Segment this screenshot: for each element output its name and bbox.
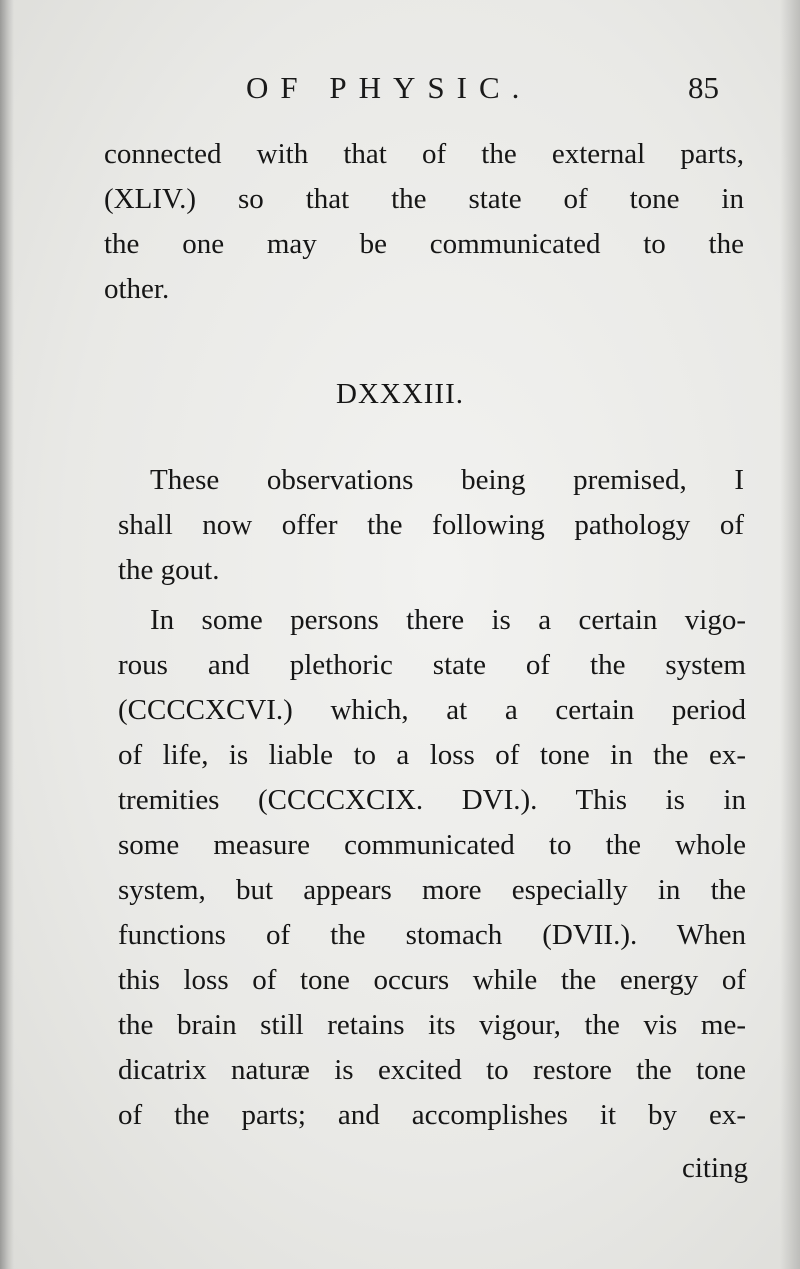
text-line: the one may be communicated to the [104, 228, 744, 260]
text-line: In some persons there is a certain vigo- [150, 604, 746, 636]
text-line: rous and plethoric state of the system [118, 649, 746, 681]
page-number: 85 [688, 70, 719, 105]
page-spine-shadow [0, 0, 14, 1269]
text-line: the brain still retains its vigour, the vis me- [118, 1009, 746, 1041]
text-line: connected with that of the external parts, [104, 138, 744, 170]
text-line: system, but appears more especially in the [118, 874, 746, 906]
paragraph-pathology [118, 598, 746, 1138]
page-header [0, 70, 800, 114]
text-line: (CCCCXCVI.) which, at a certain period [118, 694, 746, 726]
section-number: DXXXIII. [336, 378, 464, 410]
text-line: of life, is liable to a loss of tone in the ex- [118, 739, 746, 771]
catchword: citing [681, 1152, 748, 1184]
text-line: These observations being premised, I [150, 464, 744, 496]
paragraph-continued [104, 132, 744, 312]
text-line: dicatrix naturæ is excited to restore the tone [118, 1054, 746, 1086]
text-line: the gout. [118, 554, 220, 586]
text-line: tremities (CCCCXCIX. DVI.). This is in [118, 784, 746, 816]
text-line: shall now offer the following pathology of [118, 509, 744, 541]
text-line: other. [104, 273, 170, 305]
text-line: this loss of tone occurs while the energy of [118, 964, 746, 996]
text-line: of the parts; and accomplishes it by ex- [118, 1099, 746, 1131]
page-edge-shadow [780, 0, 800, 1269]
paragraph-premise [118, 458, 744, 593]
text-line: some measure communicated to the whole [118, 829, 746, 861]
text-line: (XLIV.) so that the state of tone in [104, 183, 744, 215]
running-head: OF PHYSIC. [246, 70, 532, 105]
text-line: functions of the stomach (DVII.). When [118, 919, 746, 951]
